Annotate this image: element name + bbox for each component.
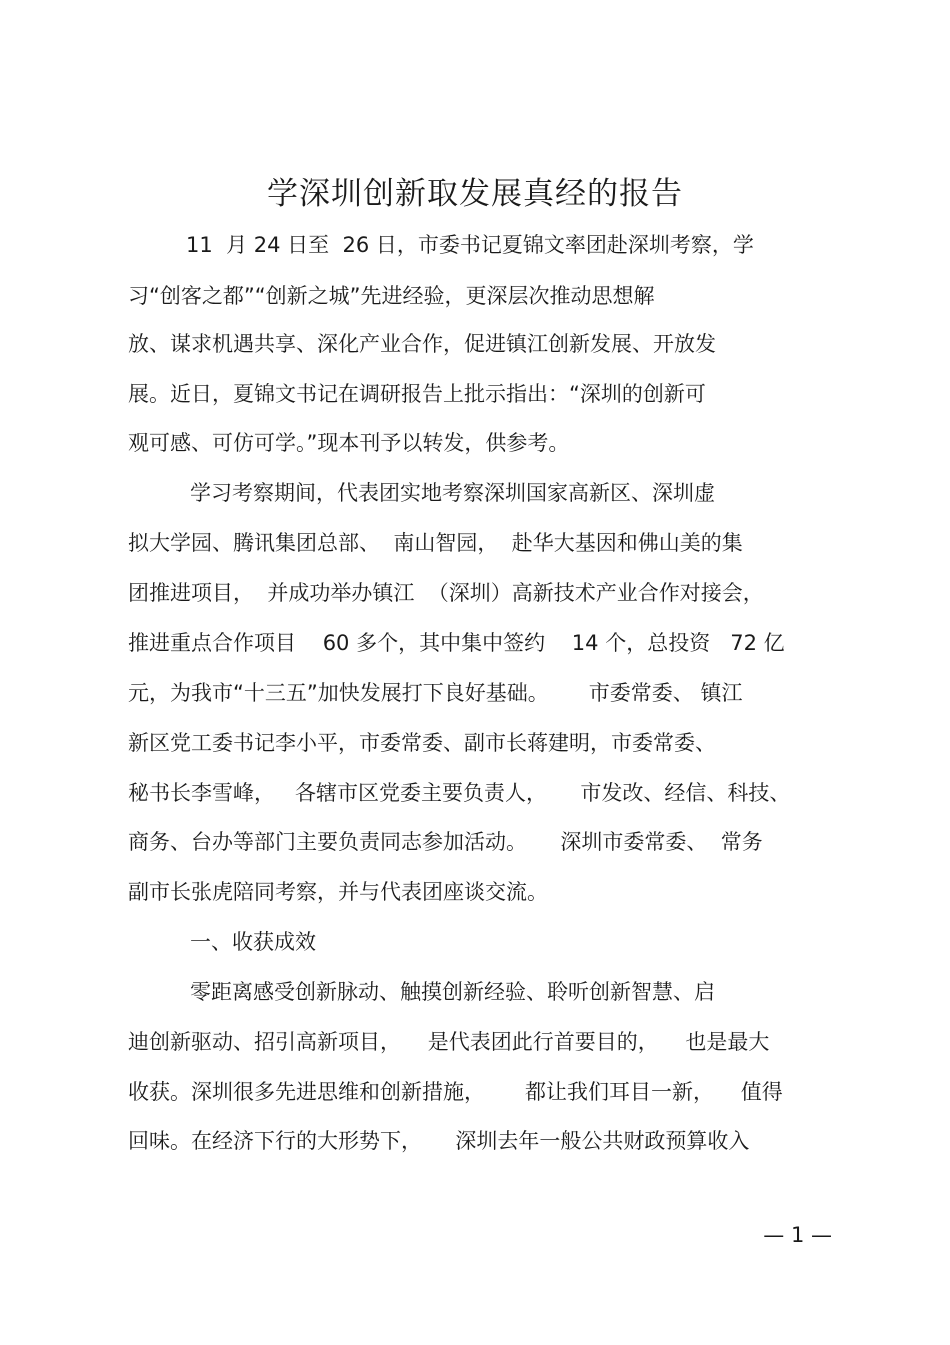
text-line: 副市长张虎陪同考察，并与代表团座谈交流。 xyxy=(128,880,548,904)
text-line: 新区党工委书记李小平，市委常委、副市长蒋建明，市委常委、 xyxy=(128,731,716,755)
text-line: 拟大学园、腾讯集团总部、 南山智园， 赴华大基因和佛山美的集 xyxy=(128,531,743,555)
page-number: — 1 — xyxy=(763,1223,832,1247)
document-title: 学深圳创新取发展真经的报告 xyxy=(267,176,683,212)
text-line: 商务、台办等部门主要负责同志参加活动。 深圳市委常委、 常务 xyxy=(128,830,763,854)
text-line: 团推进项目， 并成功举办镇江 （深圳）高新技术产业合作对接会， xyxy=(128,581,764,605)
text-line: 推进重点合作项目 60 多个，其中集中签约 14 个，总投资 72 亿 xyxy=(128,631,785,655)
text-line: 习“创客之都”“创新之城”先进经验，更深层次推动思想解 xyxy=(128,284,655,308)
text-line: 展。近日，夏锦文书记在调研报告上批示指出：“深圳的创新可 xyxy=(128,382,706,406)
text-line: 观可感、可仿可学。”现本刊予以转发，供参考。 xyxy=(128,431,570,455)
text-line: 秘书长李雪峰， 各辖市区党委主要负责人， 市发改、经信、科技、 xyxy=(128,781,791,805)
text-line: 收获。深圳很多先进思维和创新措施， 都让我们耳目一新， 值得 xyxy=(128,1080,783,1104)
text-line: 11 月 24 日至 26 日，市委书记夏锦文率团赴深圳考察，学 xyxy=(186,233,754,257)
text-line: 迪创新驱动、招引高新项目， 是代表团此行首要目的， 也是最大 xyxy=(128,1030,770,1054)
text-line: 学习考察期间，代表团实地考察深圳国家高新区、深圳虚 xyxy=(190,481,715,505)
text-line: 元，为我市“十三五”加快发展打下良好基础。 市委常委、 镇江 xyxy=(128,681,743,705)
text-line: 放、谋求机遇共享、深化产业合作，促进镇江创新发展、开放发 xyxy=(128,332,716,356)
text-line: 零距离感受创新脉动、触摸创新经验、聆听创新智慧、启 xyxy=(190,980,715,1004)
text-line: 回味。在经济下行的大形势下， 深圳去年一般公共财政预算收入 xyxy=(128,1129,750,1153)
section-heading: 一、收获成效 xyxy=(190,930,316,954)
